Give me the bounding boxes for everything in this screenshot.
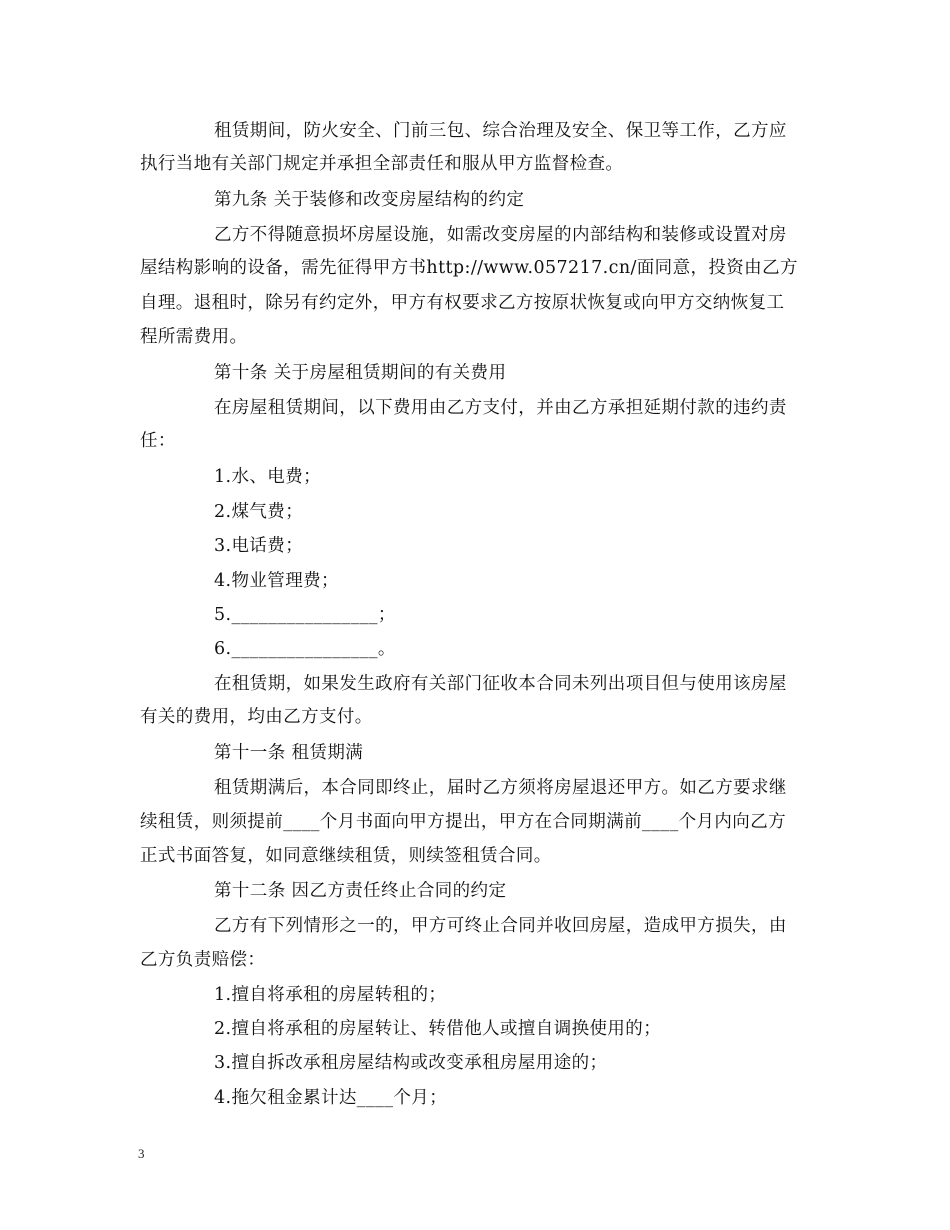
- paragraph-line: 自理。退租时，除另有约定外，甲方有权要求乙方按原状恢复或向甲方交纳恢复工: [140, 293, 785, 313]
- paragraph-line: 租赁期满后，本合同即终止，届时乙方须将房屋退还甲方。如乙方要求继: [214, 778, 787, 798]
- article-heading: 第十条 关于房屋租赁期间的有关费用: [214, 363, 507, 383]
- list-item: 2.擅自将承租的房屋转让、转借他人或擅自调换使用的；: [214, 1019, 662, 1039]
- article-heading: 第九条 关于装修和改变房屋结构的约定: [214, 190, 525, 210]
- list-item: 1.擅自将承租的房屋转租的；: [214, 985, 447, 1005]
- paragraph-line: 租赁期间，防火安全、门前三包、综合治理及安全、保卫等工作，乙方应: [214, 121, 787, 141]
- article-heading: 第十一条 租赁期满: [214, 743, 364, 763]
- list-item: 2.煤气费；: [214, 502, 304, 522]
- page-number: 3: [138, 1146, 145, 1161]
- paragraph-line: 乙方负责赔偿：: [140, 950, 266, 970]
- paragraph-line: 在房屋租赁期间，以下费用由乙方支付，并由乙方承担延期付款的违约责: [214, 398, 787, 418]
- paragraph-line: 乙方有下列情形之一的，甲方可终止合同并收回房屋，造成甲方损失，由: [214, 916, 787, 936]
- paragraph-line: 程所需费用。: [140, 327, 248, 347]
- paragraph-line: 任：: [140, 431, 176, 451]
- paragraph-line: 正式书面答复，如同意继续租赁，则续签租赁合同。: [140, 846, 552, 866]
- list-item: 4.拖欠租金累计达____个月；: [214, 1088, 448, 1108]
- paragraph-line: 屋结构影响的设备，需先征得甲方书http://www.057217.cn/面同意，投资由乙方: [140, 258, 798, 278]
- list-item: 6.________________。: [214, 639, 396, 659]
- article-heading: 第十二条 因乙方责任终止合同的约定: [214, 881, 507, 901]
- paragraph-line: 乙方不得随意损坏房屋设施，如需改变房屋的内部结构和装修或设置对房: [214, 225, 787, 245]
- paragraph-line: 续租赁，则须提前____个月书面向甲方提出，甲方在合同期满前____个月内向乙方: [140, 812, 786, 832]
- paragraph-line: 在租赁期，如果发生政府有关部门征收本合同未列出项目但与使用该房屋: [214, 674, 787, 694]
- list-item: 3.擅自拆改承租房屋结构或改变承租房屋用途的；: [214, 1053, 608, 1073]
- list-item: 1.水、电费；: [214, 467, 321, 487]
- list-item: 4.物业管理费；: [214, 571, 339, 591]
- list-item: 5.________________；: [214, 605, 396, 625]
- paragraph-line: 执行当地有关部门规定并承担全部责任和服从甲方监督检查。: [140, 154, 624, 174]
- list-item: 3.电话费；: [214, 536, 304, 556]
- paragraph-line: 有关的费用，均由乙方支付。: [140, 707, 373, 727]
